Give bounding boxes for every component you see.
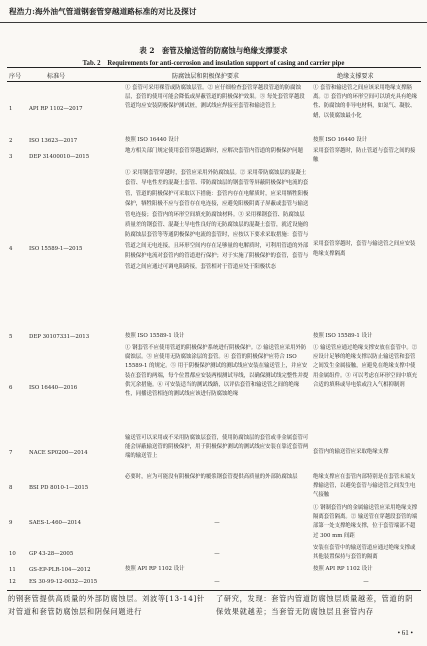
row-number: 9 xyxy=(9,520,13,526)
row-anticorrosion: — xyxy=(214,578,220,585)
row-support: 按照 API RP 1102 设计 xyxy=(313,566,373,572)
standards-table xyxy=(7,67,421,591)
row-number: 11 xyxy=(9,566,16,573)
row-anticorrosion: 地方相关部门规定使用套管穿越道路时，应解决套管内管道的阴极保护问题 xyxy=(125,148,303,154)
row-support: ① 输送管应通过绝缘支撑安放在套管中。② 应设计足够的绝缘支撑以防止输送管和套管之间发生金属接触，应避免在绝缘支撑中使用金属组件。③ 可以考虑在环形空间中填充合适的填料或导电浆或注入气相抑制剂 xyxy=(313,345,418,388)
row-anticorrosion: 必要时，应为可能没有阴极保护的覆浆钢套管提供高质量的外部防腐蚀层 xyxy=(125,474,298,480)
row-number: 4 xyxy=(9,246,13,252)
table-row xyxy=(7,344,421,432)
table-caption-cn: 表 2 套管及输送管的防腐蚀与绝缘支撑要求 xyxy=(139,46,288,55)
row-number: 1 xyxy=(9,106,13,112)
header-anticorrosion: 防腐蚀层和阴极保护要求 xyxy=(172,73,240,80)
row-standard: GP 43-28—2005 xyxy=(29,550,74,557)
row-standard: SAES-L-460—2014 xyxy=(29,520,82,526)
page-number: • 61 • xyxy=(397,629,413,637)
running-head-title: 程浩力:海外油气管道钢套管穿越道路标准的对比及探讨 xyxy=(9,7,197,16)
row-support: 绝缘支撑应在套管内部特别是在套管末端支撑输送管，以避免套管与输送管之间发生电气接触 xyxy=(313,474,416,499)
table-row xyxy=(7,544,421,563)
table-row xyxy=(7,577,421,586)
row-support: ① 套管和输送管之间应该采用绝缘支撑隔离。② 套管内的环形空间可以填充具有绝缘性、防腐蚀的非导电材料，如氮气、凝胶、蜡，以使腐蚀最小化 xyxy=(313,85,418,119)
row-number: 3 xyxy=(9,153,13,160)
row-support: 按照 ISO 15589-1 设计 xyxy=(313,333,373,339)
header-support: 绝缘支撑要求 xyxy=(337,73,374,80)
row-support: 安装在套管中的输送管道应通过绝缘支撑或其他装置保持与套管的隔离 xyxy=(313,545,416,561)
row-support: 采用套管穿越时，防止管道与套管之间的接触 xyxy=(313,148,416,164)
row-number: 10 xyxy=(9,550,16,557)
row-support: ① 钢制套管内的金属输送管应采用绝缘支撑隔离套管隔离。② 输送管在穿越段套管的端部第一处支撑绝缘支撑，位于套管端部不超过 300 mm 间距 xyxy=(313,505,418,539)
row-number: 5 xyxy=(9,333,13,340)
running-head xyxy=(0,0,427,23)
row-number: 6 xyxy=(9,385,13,391)
table-row xyxy=(7,147,421,166)
row-standard: ISO 15589-1—2015 xyxy=(29,246,83,252)
body-text-right-column: 了研究，发现：套管内管道防腐蚀层质量越差，管道的阴保效果就越差；当套管无防腐蚀层且套管内存 xyxy=(216,594,414,616)
table-row xyxy=(7,168,421,330)
row-support: 套管内的输送管应采取绝缘支撑 xyxy=(313,448,389,455)
row-support: — xyxy=(363,578,369,585)
row-standard: NACE SP0200—2014 xyxy=(29,449,88,456)
table-header xyxy=(7,68,421,82)
row-standard: ES 30-99-12-0032—2015 xyxy=(29,578,98,585)
row-standard: ISO 13623—2017 xyxy=(29,137,78,144)
table-row xyxy=(7,434,421,471)
table-row xyxy=(7,136,421,145)
row-anticorrosion: ① 钢套管不应使用管道的阴极保护系统进行阴极保护。② 输送管应采用外防腐蚀层。③ 应使用无防腐蚀涂层的套管。④ 套管的阴极保护应符合 ISO 15589-1 的规定。⑤ 用于阴极保护测试的测试线应安装在输送管上，并应安装在套管的两端，每个位置都应安装两根测试导线，以确保测试线完整性并提供冗余措施。⑥ 可安装适当的测试线路，以评估套管和输送管之间的绝缘性，同播送管相连的测试线应该进行防腐蚀绝缘 xyxy=(125,345,309,398)
row-anticorrosion: 按照 ISO 16440 设计 xyxy=(125,137,180,143)
table-row xyxy=(7,84,421,134)
row-standard: ISO 16440—2016 xyxy=(29,385,78,391)
table-row xyxy=(7,565,421,574)
table-row xyxy=(7,332,421,341)
row-anticorrosion: ① 采用钢套管穿越时，套管应采用外防腐蚀层。② 采用带防腐蚀层的混凝土套管、导电性差的混凝土套管、带防腐蚀层的钢套管等屏蔽阴极保护电流的套管，管道的阴极保护可采取以下措施：套管内存在电解质时，应采用牺牲阳极保护，牺牲阳极不应与套管存在电连接，应避免阳极阴离子屏蔽或套管与输送管电连接；套管内的环形空间填充防腐蚀材料。③ 采用裸钢套管、防腐蚀层质量差的钢套管、混凝土导电性良好的无防腐蚀层的混凝土套管，就近设施的防腐蚀层套管等等通阴极保护电流的套管时，应按以下要求采取措施：套管与管道之间无电连接，且环形空间内存在足够量的电解质时，可利用管道的外部阴极保护电流对套管内的管道进行保护；对于实施了阴极保护的套管，套管与管道之间应通过可调电阻跨接，套管相对于管道应处于阳极状态 xyxy=(125,170,309,270)
row-number: 8 xyxy=(9,484,13,491)
row-number: 2 xyxy=(9,137,13,144)
row-anticorrosion: — xyxy=(214,550,220,557)
table-row xyxy=(7,473,421,502)
row-standard: DEP 31400010—2015 xyxy=(29,153,90,160)
row-standard: DEP 30107331—2013 xyxy=(29,333,90,340)
row-standard: API RP 1102—2017 xyxy=(29,106,83,112)
row-support: 采用套管穿越时，套管与输送管之间应安装绝缘支撑隔离 xyxy=(313,240,416,257)
row-standard: GS-EP-PLR-104—2012 xyxy=(29,566,91,573)
body-text-left-column: 的钢套管提供高质量的外部防腐蚀层。刘波等[13-14]针对管道和套管防腐蚀层和阴保问题进行 xyxy=(8,594,205,616)
header-standard: 标准号 xyxy=(47,73,66,80)
row-number: 12 xyxy=(9,578,16,585)
row-support: 按照 ISO 16440 设计 xyxy=(313,137,368,143)
row-number: 7 xyxy=(9,449,13,456)
row-anticorrosion: ① 套管可采用裸管或防腐蚀层管。② 应仔细检查套管穿越段管道的防腐蚀层，套管的使用可能会降低或屏蔽管道的阴极保护效果。③ 每处套管穿越段管道均应安装阴极保护测试桩，测试线应焊接至套管和输送管上 xyxy=(125,85,305,110)
row-anticorrosion: 输送管可以采用或不采用防腐蚀层套管，使用防腐蚀层的套管或非金属套管可能会屏蔽输送管的阴极保护，用于阴极保护测试的测试线应安装在靠近套管两端的输送管上 xyxy=(125,435,309,460)
row-anticorrosion: — xyxy=(214,520,220,526)
row-standard: BSI PD 8010-1—2015 xyxy=(29,484,89,491)
row-anticorrosion: 按照 ISO 15589-1 设计 xyxy=(125,333,185,339)
table-row xyxy=(7,504,421,542)
header-no: 序号 xyxy=(9,73,22,80)
table-caption-en: Tab. 2 Requirements for anti-corrosion and insulation support of casing and carrier pipe xyxy=(82,60,345,67)
row-anticorrosion: 按照 API RP 1102 设计 xyxy=(125,566,185,572)
